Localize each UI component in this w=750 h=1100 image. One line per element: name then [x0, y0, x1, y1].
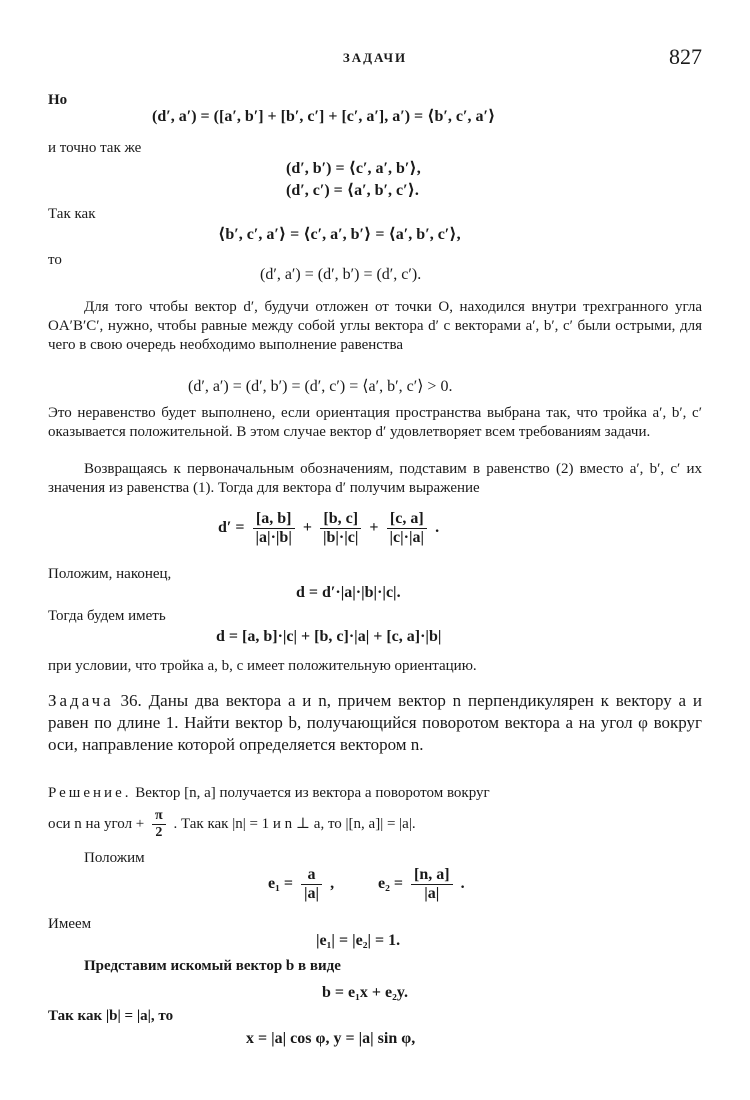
eq7-plus-1: + — [302, 519, 312, 537]
label-then: то — [48, 252, 62, 268]
equation-6: (d′, a′) = (d′, b′) = (d′, c′) = ⟨a′, b′, c′⟩ > 0. — [188, 378, 453, 395]
task-text: 36. Даны два вектора a и n, причем вектор n перпендикулярен к вектору a и равен по длине 1. Найти вектор b, получающийся поворотом вектора a на угол φ вокруг оси, направление которой определяется вектором n. — [48, 691, 703, 754]
page — [48, 40, 703, 1047]
e2-numerator: [n, a] — [411, 866, 453, 885]
eq7-fraction-2 — [320, 510, 361, 547]
eq7-fraction-3 — [387, 510, 428, 547]
solution-line-1 — [48, 784, 702, 803]
e2-fraction — [411, 866, 453, 903]
paragraph-2: Это неравенство будет выполнено, если ориентация пространства выбрана так, что тройка a′, b′, c′ оказывается положительной. В этом случае вектор d′ удовлетворяет всем требованиям задачи. — [48, 405, 702, 440]
equation-5: (d′, a′) = (d′, b′) = (d′, c′). — [260, 266, 422, 283]
equation-12: x = |a| cos φ, y = |a| sin φ, — [246, 1030, 416, 1047]
task-36 — [48, 690, 702, 756]
pi-numerator: π — [152, 808, 166, 825]
eq7-f3-denominator: |c|·|a| — [389, 529, 425, 546]
eq7-f1-numerator: [a, b] — [253, 510, 295, 529]
label-represent: Представим искомый вектор b в виде — [84, 958, 341, 974]
e2-denominator: |a| — [424, 885, 440, 902]
e1-lhs: e₁ = — [268, 875, 294, 893]
label-no: Но — [48, 92, 68, 108]
two-denominator: 2 — [155, 825, 163, 840]
solution-text-1: Вектор [n, a] получается из вектора a поворотом вокруг — [135, 785, 490, 801]
e2-dot: . — [460, 875, 465, 893]
paragraph-3-text: Возвращаясь к первоначальным обозначениям, подставим в равенство (2) вместо a′, b′, c′ их значения из равенства (1). Тогда для вектора d′ получим выражение — [48, 461, 702, 496]
paragraph-1 — [48, 298, 702, 355]
equation-10: |e₁| = |e₂| = 1. — [316, 932, 401, 949]
header-title: ЗАДАЧИ — [342, 50, 408, 65]
eq7-f2-numerator: [b, c] — [320, 510, 361, 529]
equation-9: d = [a, b]·|c| + [b, c]·|a| + [c, a]·|b| — [216, 628, 442, 645]
eq7-end: . — [435, 519, 440, 537]
solution-line-2 — [48, 808, 702, 841]
label-since-2: Так как |b| = |a|, то — [48, 1008, 174, 1024]
solution-text-2b: . Так как |n| = 1 и n ⊥ a, то |[n, a]| = |a|. — [173, 815, 416, 832]
page-number: 827 — [669, 44, 702, 69]
label-and-likewise: и точно так же — [48, 140, 142, 156]
equation-e1 — [268, 866, 334, 903]
eq7-f1-denominator: |a|·|b| — [255, 529, 292, 546]
e1-numerator: a — [301, 866, 322, 885]
e1-denominator: |a| — [304, 885, 320, 902]
equation-8: d = d′·|a|·|b|·|c|. — [296, 584, 401, 601]
equation-e2 — [378, 866, 465, 903]
eq7-lhs: d′ = — [218, 519, 245, 537]
label-since: Так как — [48, 206, 96, 222]
e1-fraction — [301, 866, 322, 903]
condition-line: при условии, что тройка a, b, c имеет положительную ориентацию. — [48, 658, 477, 674]
label-then-have: Тогда будем иметь — [48, 608, 166, 624]
equation-3: (d′, c′) = ⟨a′, b′, c′⟩. — [286, 182, 419, 199]
eq7-fraction-1 — [253, 510, 295, 547]
eq7-f3-numerator: [c, a] — [387, 510, 428, 529]
paragraph-1-text: Для того чтобы вектор d′, будучи отложен от точки O, находился внутри трехгранного угла OA′B′C′, нужно, чтобы равные между собой углы вектора d′ с векторами a′, b′, c′ были острыми, для чего в свою очередь необходимо выполнение равенства — [48, 299, 702, 353]
label-put: Положим — [84, 850, 145, 866]
label-finally: Положим, наконец, — [48, 566, 172, 582]
equation-7 — [218, 510, 439, 547]
equation-4: ⟨b′, c′, a′⟩ = ⟨c′, a′, b′⟩ = ⟨a′, b′, c′⟩, — [218, 226, 461, 243]
label-have: Имеем — [48, 916, 92, 932]
eq7-plus-2: + — [369, 519, 379, 537]
solution-text-2a: оси n на угол + — [48, 815, 145, 832]
e1-comma: , — [330, 875, 335, 893]
solution-label: Решение. — [48, 785, 132, 801]
equation-11: b = e₁x + e₂y. — [322, 984, 409, 1001]
pi-over-two — [152, 808, 166, 841]
equation-1: (d′, a′) = ([a′, b′] + [b′, c′] + [c′, a′], a′) = ⟨b′, c′, a′⟩ — [152, 108, 496, 125]
paragraph-3 — [48, 460, 702, 498]
eq7-f2-denominator: |b|·|c| — [322, 529, 359, 546]
running-header — [48, 40, 702, 80]
e2-lhs: e₂ = — [378, 875, 404, 893]
task-label: Задача — [48, 691, 114, 710]
equation-2: (d′, b′) = ⟨c′, a′, b′⟩, — [286, 160, 421, 177]
